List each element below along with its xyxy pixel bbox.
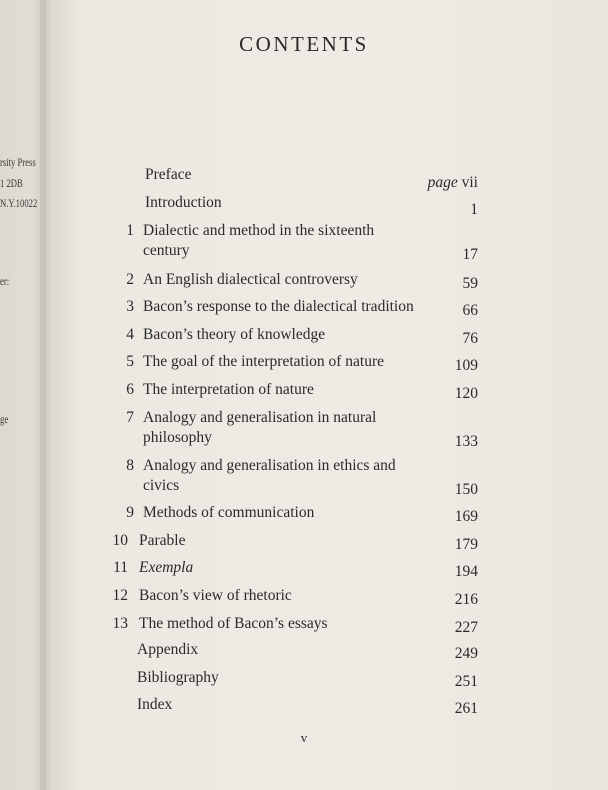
page-value: 216 — [454, 591, 478, 608]
entry-title: century — [143, 242, 190, 259]
chapter-number: 13 — [112, 615, 128, 632]
page-number — [455, 432, 478, 452]
page-value: 120 — [454, 385, 478, 402]
chapter-number: 5 — [126, 353, 134, 370]
chapter-number: 12 — [112, 587, 128, 604]
entry-title: Bacon’s view of rhetoric — [139, 587, 292, 604]
page-number — [455, 562, 478, 582]
chapter-number: 1 — [126, 222, 134, 239]
chapter-number: 7 — [126, 409, 134, 426]
page-number — [455, 535, 478, 555]
page-number — [455, 644, 478, 664]
entry-title: Bacon’s theory of knowledge — [143, 326, 326, 343]
page-number — [455, 699, 478, 719]
page-value: 169 — [454, 508, 478, 525]
page-number — [463, 245, 479, 265]
page-value: 249 — [454, 645, 478, 662]
page-value: 109 — [454, 357, 478, 374]
entry-title: Analogy and generalisation in natural — [143, 409, 377, 426]
entry-title: philosophy — [143, 429, 212, 446]
chapter-number: 9 — [126, 504, 134, 521]
book-gutter — [40, 0, 52, 790]
page-number — [455, 618, 478, 638]
entry-title: Index — [137, 696, 173, 713]
page-value: 227 — [454, 619, 478, 636]
page-value: vii — [461, 174, 478, 191]
page-label: page — [427, 174, 458, 191]
entry-title: Methods of communication — [143, 504, 315, 521]
chapter-number: 6 — [126, 381, 134, 398]
facing-page-fragment: er: — [0, 274, 10, 288]
page-number — [455, 480, 478, 500]
chapter-number: 8 — [126, 457, 134, 474]
page-value: 66 — [462, 302, 478, 319]
chapter-number: 11 — [113, 559, 128, 576]
page-number — [470, 200, 478, 220]
entry-title: Bibliography — [137, 669, 219, 686]
page-value: 150 — [454, 481, 478, 498]
entry-title: The method of Bacon’s essays — [139, 615, 328, 632]
page-value: 76 — [462, 330, 478, 347]
page-value: 194 — [454, 563, 478, 580]
facing-page-fragment: N.Y.10022 — [0, 196, 38, 210]
page-number — [455, 590, 478, 610]
page-number — [428, 173, 478, 193]
entry-title: Exempla — [139, 559, 194, 576]
facing-page-fragment: rsity Press — [0, 155, 36, 169]
page-value: 261 — [454, 700, 478, 717]
page-value: 17 — [462, 246, 478, 263]
page-number — [455, 672, 478, 692]
entry-title: The goal of the interpretation of nature — [143, 353, 385, 370]
page-number — [463, 329, 479, 349]
facing-page-fragment: 1 2DB — [0, 176, 23, 190]
entry-title: Analogy and generalisation in ethics and — [143, 457, 396, 474]
entry-title: The interpretation of nature — [143, 381, 314, 398]
chapter-number: 4 — [126, 326, 134, 343]
entry-title: An English dialectical controversy — [143, 271, 358, 288]
page-value: 179 — [454, 536, 478, 553]
page-value: 1 — [470, 201, 478, 218]
page-folio: v — [300, 730, 308, 745]
entry-title: Preface — [145, 166, 192, 183]
chapter-number: 3 — [126, 298, 134, 315]
facing-page-fragment: ge — [0, 412, 9, 426]
chapter-number: 2 — [126, 271, 134, 288]
page-title: CONTENTS — [239, 32, 369, 56]
entry-title: Parable — [139, 532, 186, 549]
page-value: 59 — [462, 275, 478, 292]
page-number — [455, 356, 478, 376]
entry-title: Appendix — [137, 641, 199, 658]
page-number — [463, 301, 479, 321]
entry-title: Bacon’s response to the dialectical tradition — [143, 298, 414, 315]
entry-title: Introduction — [145, 194, 222, 211]
page-number — [455, 507, 478, 527]
page-number — [463, 274, 479, 294]
entry-title: civics — [143, 477, 180, 494]
page-value: 133 — [454, 433, 478, 450]
entry-title: Dialectic and method in the sixteenth — [143, 222, 375, 239]
chapter-number: 10 — [112, 532, 128, 549]
page-number — [455, 384, 478, 404]
page-value: 251 — [454, 673, 478, 690]
